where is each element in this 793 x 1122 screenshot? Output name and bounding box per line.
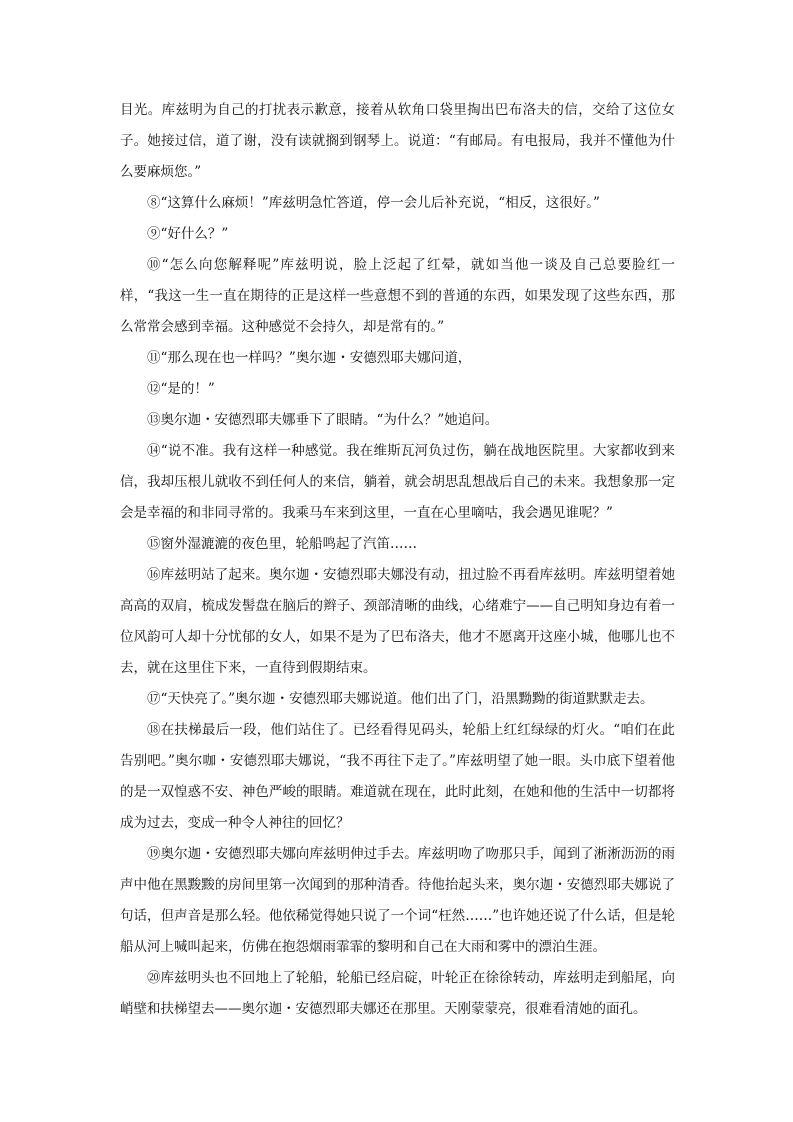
paragraph-20: ⑳库兹明头也不回地上了轮船，轮船已经启碇，叶轮正在徐徐转动，库兹明走到船尾，向峭壁和扶梯望去——奥尔迦・安德烈耶夫娜还在那里。天刚蒙蒙亮，很难看清她的面孔。 [120,970,675,1017]
paragraph-17: ⑰“天快亮了。”奥尔迦・安德烈耶夫娜说道。他们出了门，沿黑黝黝的街道默默走去。 [147,691,654,707]
paragraph-11: ⑪“那么现在也一样吗？”奥尔迦・安德烈耶夫娜问道， [147,350,472,366]
paragraph-13: ⑬奥尔迦・安德烈耶夫娜垂下了眼睛。“为什么？”她追问。 [147,412,499,428]
paragraph-14: ⑭“说不准。我有这样一种感觉。我在维斯瓦河负过伤，躺在战地医院里。大家都收到来信，我却压根儿就收不到任何人的来信，躺着，就会胡思乱想战后自己的未来。我想象那一定会是幸福的和非同寻常的。我乘马车来到这里，一直在心里嘀咕，我会遇见谁呢？” [120,443,675,521]
paragraph-16: ⑯库兹明站了起来。奥尔迦・安德烈耶夫娜没有动，扭过脸不再看库兹明。库兹明望着她高高的双肩，梳成发髻盘在脑后的辫子、颈部清晰的曲线，心绪难宁——自己明知身边有着一位风韵可人却十分忧郁的女人，如果不是为了巴布洛夫，他才不愿离开这座小城，他哪儿也不去，就在这里住下来，一直待到假期结束。 [120,567,675,676]
paragraph-7-continued: 目光。库兹明为自己的打扰表示歉意，接着从软角口袋里掏出巴布洛夫的信，交给了这位女子。她接过信，道了谢，没有读就搁到钢琴上。说道：“有邮局。有电报局，我并不懂他为什么要麻烦您。” [120,102,675,180]
document-page [120,95,675,1025]
paragraph-10: ⑩“怎么向您解释呢”库兹明说，脸上泛起了红晕，就如当他一谈及自己总要脸红一样，“我这一生一直在期待的正是这样一些意想不到的普通的东西，如果发现了这些东西，那么常常会感到幸福。这种感觉不会持久，却是常有的。” [120,257,675,335]
paragraph-18: ⑱在扶梯最后一段，他们站住了。已经看得见码头，轮船上红红绿绿的灯火。“咱们在此告别吧。”奥尔咖・安德烈耶夫娜说，“我不再往下走了。”库兹明望了她一眼。头巾底下望着他的是一双惶惑不安、神色严峻的眼睛。难道就在现在，此时此刻，在她和他的生活中一切都将成为过去，变成一种令人神往的回忆？ [120,722,675,831]
paragraph-9: ⑨“好什么？” [147,226,229,242]
paragraph-8: ⑧“这算什么麻烦！”库兹明急忙答道，停一会儿后补充说，“相反，这很好。” [147,195,600,211]
paragraph-15: ⑮窗外湿漉漉的夜色里，轮船鸣起了汽笛…… [147,536,417,552]
paragraph-12: ⑫“是的！” [147,381,215,397]
paragraph-19: ⑲奥尔迦・安德烈耶夫娜向库兹明伸过手去。库兹明吻了吻那只手，闻到了淅淅沥沥的雨声中他在黑黢黢的房间里第一次闻到的那种清香。待他抬起头来，奥尔迦・安德烈耶夫娜说了句话，但声音是那么轻。他依稀觉得她只说了一个词“枉然……”也许她还说了什么话，但是轮船从河上喊叫起来，仿佛在抱怨烟雨霏霏的黎明和自己在大雨和雾中的漂泊生涯。 [120,846,675,955]
